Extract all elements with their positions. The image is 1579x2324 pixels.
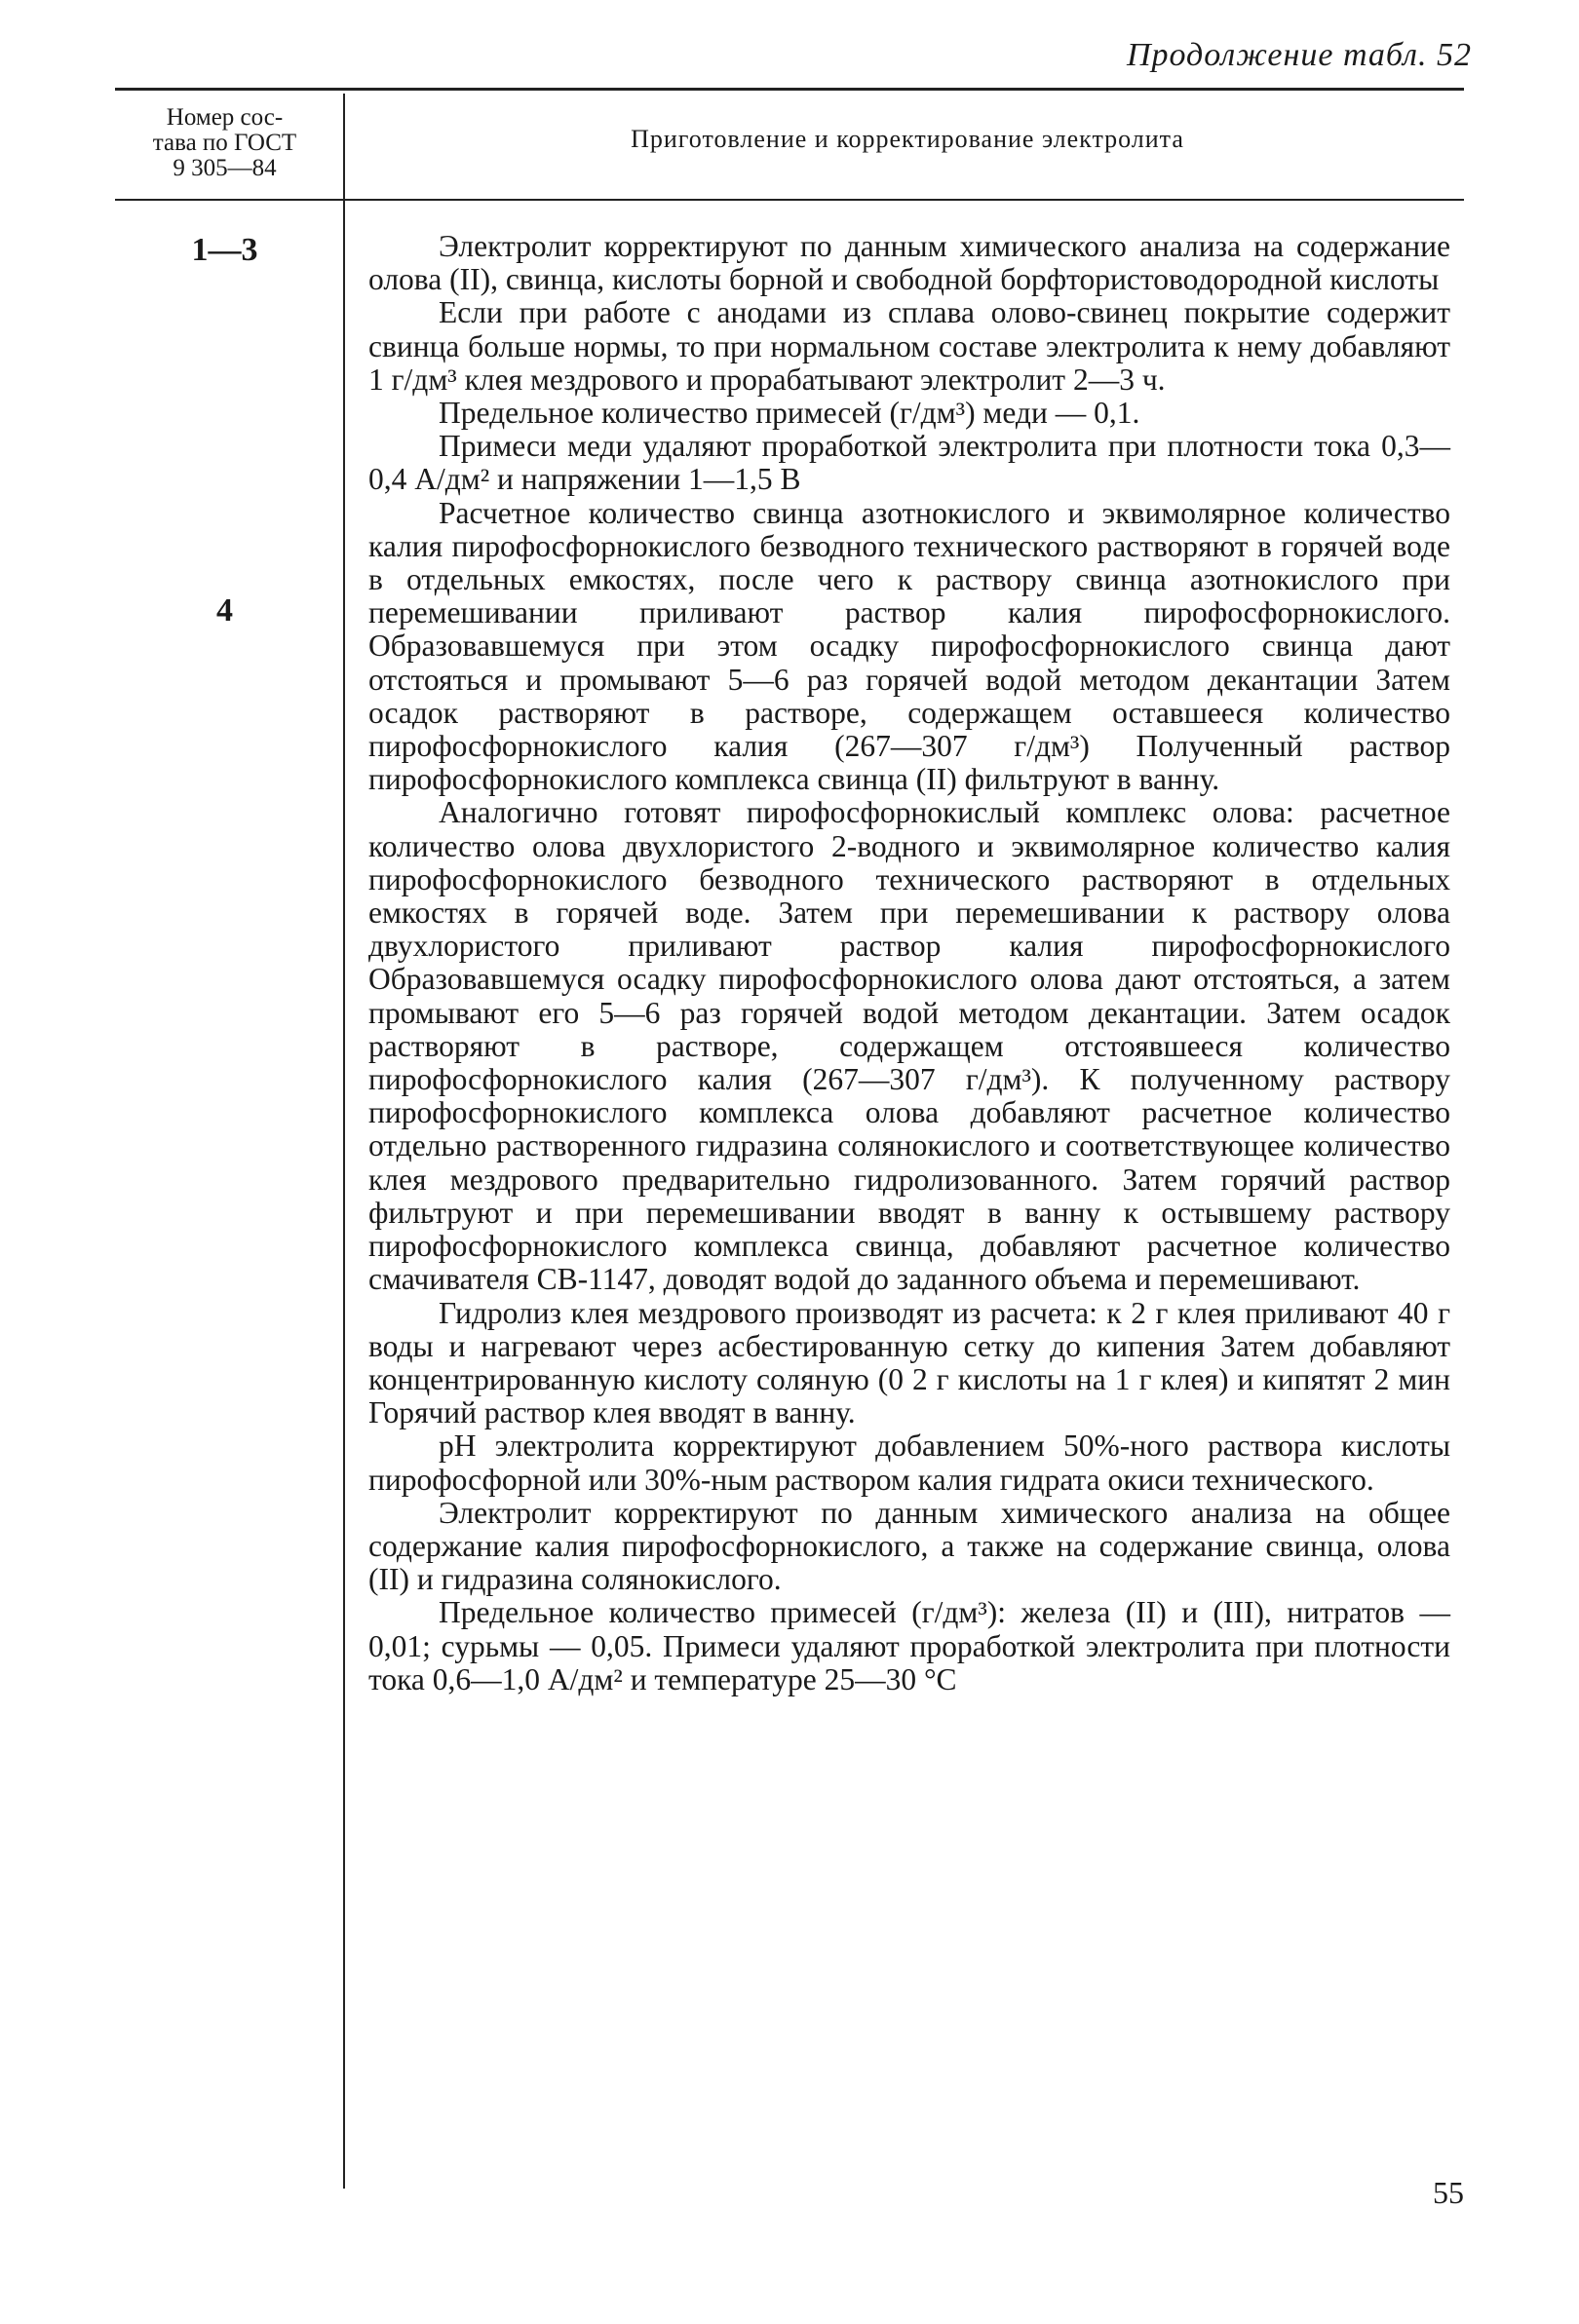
paragraph: Предельное количество примесей (г/дм³) меди — 0,1. xyxy=(439,396,1140,431)
paragraph: Предельное количество примесей (г/дм³): железа (II) и (III), нитратов — 0,01; сурьмы — 0,05. Примеси удаляют проработкой электролита при плотности тока 0,6—1,0 А/дм² и температуре 25—30 °С xyxy=(368,1595,1450,1696)
table-header-rule xyxy=(115,199,1464,201)
column-header-line: тава по ГОСТ xyxy=(152,130,297,156)
table-body-text xyxy=(368,230,1450,1696)
paragraph: Расчетное количество свинца азотнокислого и эквимолярное количество калия пирофосфорнокислого безводного технического растворяют в горячей воде в отдельных емкостях, после чего к раствору свинца азотнокислого при перемешивании приливают раствор калия пирофосфорнокислого. Образовавшемуся при этом осадку пирофосфорнокислого свинца дают отстояться и промывают 5—6 раз горячей водой методом декантации Затем осадок растворяют в растворе, содержащем оставшееся количество пирофосфорнокислого калия (267—307 г/дм³) Полученный раствор пирофосфорнокислого комплекса свинца (II) фильтруют в ванну. xyxy=(368,495,1450,797)
column-header-line: 9 305—84 xyxy=(173,155,277,181)
column-divider xyxy=(343,94,345,2189)
paragraph: Электролит корректируют по данным химического анализа на общее содержание калия пирофосфорнокислого, а также на содержание свинца, олова (II) и гидразина солянокислого. xyxy=(368,1495,1450,1597)
row-number: 1—3 xyxy=(191,232,258,268)
paragraph: pH электролита корректируют добавлением 50%-ного раствора кислоты пирофосфорной или 30%-ным раствором калия гидрата окиси технического. xyxy=(368,1429,1450,1497)
paragraph: Примеси меди удаляют проработкой электролита при плотности тока 0,3—0,4 А/дм² и напряжении 1—1,5 В xyxy=(368,429,1450,497)
page-number: 55 xyxy=(1433,2175,1464,2210)
column-header-composition-number xyxy=(115,105,334,181)
table-top-rule xyxy=(115,88,1464,91)
paragraph: Электролит корректируют по данным химического анализа на содержание олова (II), свинца, кислоты борной и свободной борфтористоводородной кислоты xyxy=(368,229,1450,297)
paragraph: Гидролиз клея мездрового производят из расчета: к 2 г клея приливают 40 г воды и нагревают через асбестированную сетку до кипения Затем добавляют концентрированную кислоту соляную (0 2 г кислоты на 1 г клея) и кипятят 2 мин Горячий раствор клея вводят в ванну. xyxy=(368,1295,1450,1430)
paragraph: Если при работе с анодами из сплава олово-свинец покрытие содержит свинца больше нормы, то при нормальном составе электролита к нему добавляют 1 г/дм³ клея мездрового и прорабатывают электролит 2—3 ч. xyxy=(368,295,1450,397)
paragraph: Аналогично готовят пирофосфорнокислый комплекс олова: расчетное количество олова двухлористого 2-водного и эквимолярное количество калия пирофосфорнокислого безводного технического растворяют в отдельных емкостях в горячей воде. Затем при перемешивании к раствору олова двухлористого приливают раствор калия пирофосфорнокислого Образовавшемуся осадку пирофосфорнокислого олова дают отстояться, а затем промывают его 5—6 раз горячей водой методом декантации. Затем осадок растворяют в растворе, содержащем отстоявшееся количество пирофосфорнокислого калия (267—307 г/дм³). К полученному раствору пирофосфорнокислого комплекса олова добавляют расчетное количество отдельно растворенного гидразина солянокислого и соответствующее количество клея мездрового предварительно гидролизованного. Затем горячий раствор фильтруют и при перемешивании вводят в ванну к остывшему раствору пирофосфорнокислого комплекса свинца, добавляют расчетное количество смачивателя СВ-1147, доводят водой до заданного объема и перемешивают. xyxy=(368,795,1450,1297)
continuation-caption: Продолжение табл. 52 xyxy=(1126,37,1472,73)
row-number: 4 xyxy=(216,592,233,629)
column-header-preparation: Приготовление и корректирование электролита xyxy=(631,125,1184,153)
column-header-line: Номер сос- xyxy=(166,104,284,131)
